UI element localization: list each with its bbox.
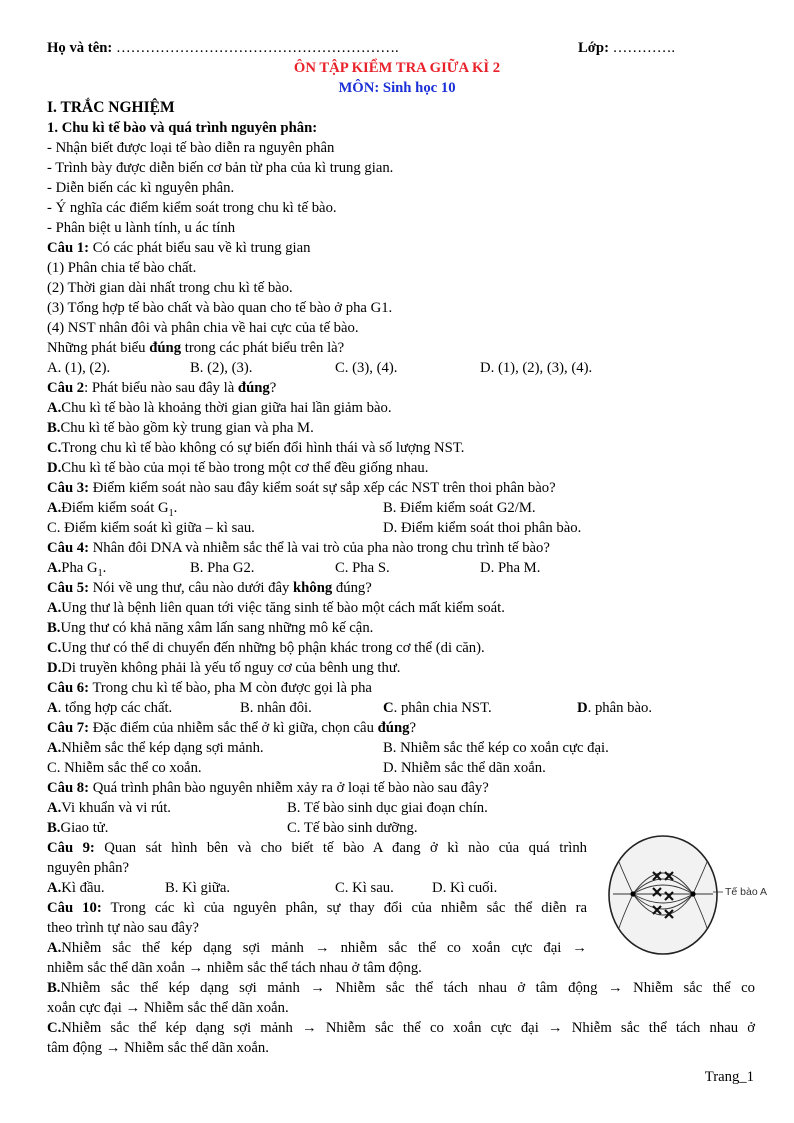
question-text: Trong các kì của nguyên phân, sự thay đổi của nhiễm sắc thể diễn ra — [101, 900, 588, 916]
question-text: Nói về ung thư, câu nào dưới đây — [89, 580, 294, 596]
option-text: . — [102, 560, 107, 576]
option-a[interactable] — [47, 398, 392, 418]
question-text-cont: nguyên phân? — [47, 860, 129, 876]
question-emphasis: đúng — [377, 720, 410, 736]
option-text: Pha G — [61, 560, 98, 576]
option-c[interactable] — [383, 698, 492, 718]
question-number: Câu 2 — [47, 380, 85, 396]
option-letter: B. — [47, 420, 61, 436]
centrosome-right — [690, 891, 695, 896]
class-label: Lớp: — [578, 40, 609, 56]
option-letter: C — [383, 700, 394, 716]
option-text: Điểm kiểm soát G — [61, 500, 169, 516]
option-letter: A — [47, 700, 58, 716]
page-number: Trang_1 — [704, 1069, 754, 1085]
section-heading: I. TRẮC NGHIỆM — [47, 99, 175, 116]
option-b[interactable] — [47, 618, 373, 638]
option-d[interactable]: C. Tế bào sinh dưỡng. — [287, 820, 418, 836]
statement-item: (4) NST nhân đôi và phân chia về hai cực của tế bào. — [47, 320, 359, 336]
option-letter: A. — [47, 400, 62, 416]
question-text: Đặc điểm của nhiễm sắc thể ở kì giữa, chọn câu — [89, 720, 378, 736]
question-5 — [47, 578, 372, 598]
option-text: Chu kì tế bào của mọi tế bào trong một cơ thể đều giống nhau. — [61, 460, 429, 476]
option-a-cont: nhiễm sắc thể dãn xoắn → nhiễm sắc thể tách nhau ở tâm động. — [47, 960, 422, 976]
option-letter: D. — [47, 660, 62, 676]
question-9 — [47, 838, 587, 858]
option-a[interactable] — [47, 598, 505, 618]
question-6 — [47, 678, 372, 698]
option-letter: B. — [47, 820, 61, 836]
subscript: 1 — [97, 567, 103, 579]
option-letter: A. — [47, 740, 62, 756]
question-text: : Phát biểu nào sau đây là — [84, 380, 238, 396]
option-b[interactable]: B. Tế bào sinh dục giai đoạn chín. — [287, 800, 488, 816]
question-text: ? — [409, 720, 416, 736]
question-number: Câu 10: — [47, 900, 102, 916]
option-b[interactable]: B. nhân đôi. — [240, 700, 312, 716]
option-text: . — [173, 500, 178, 516]
name-label: Họ và tên: — [47, 40, 113, 56]
name-dots: …………………………………………………. — [115, 40, 399, 56]
prompt-text: Những phát biểu — [47, 340, 150, 356]
figure-label: Tế bào A — [725, 886, 768, 898]
question-8 — [47, 778, 489, 798]
prompt-text: trong các phát biểu trên là? — [181, 340, 345, 356]
option-letter: A. — [47, 880, 62, 896]
option-d[interactable]: D. Nhiễm sắc thể dãn xoắn. — [383, 760, 546, 776]
option-d[interactable]: D. (1), (2), (3), (4). — [480, 360, 593, 376]
option-d[interactable]: D. Pha M. — [480, 560, 541, 576]
option-a[interactable] — [47, 938, 587, 958]
option-b[interactable]: B. (2), (3). — [190, 360, 253, 376]
option-a[interactable] — [47, 698, 172, 718]
option-b[interactable]: B. Kì giữa. — [165, 880, 231, 896]
option-b[interactable]: B. Pha G2. — [190, 560, 255, 576]
option-text: Giao tử. — [60, 820, 109, 836]
question-1 — [47, 238, 311, 258]
option-text: Ung thư là bệnh liên quan tới việc tăng sinh tế bào một cách mất kiểm soát. — [61, 600, 505, 616]
question-number: Câu 7: — [47, 720, 90, 736]
option-c[interactable]: C. Điểm kiểm soát kì giữa – kì sau. — [47, 520, 255, 536]
question-number: Câu 9: — [47, 840, 95, 856]
option-text: Nhiễm sắc thể kép dạng sợi mảnh → nhiễm sắc thể co xoắn cực đại → — [61, 940, 587, 956]
option-letter: D. — [47, 460, 62, 476]
page-title: ÔN TẬP KIỂM TRA GIỮA KÌ 2 — [293, 60, 501, 76]
option-letter: A. — [47, 940, 62, 956]
option-letter: A. — [47, 560, 62, 576]
question-number: Câu 5: — [47, 580, 90, 596]
option-letter: C. — [47, 440, 62, 456]
objective-item: - Phân biệt u lành tính, u ác tính — [47, 220, 236, 236]
option-d[interactable]: D. Điểm kiểm soát thoi phân bào. — [383, 520, 582, 536]
option-c[interactable] — [47, 638, 485, 658]
option-c[interactable]: C. Nhiễm sắc thể co xoắn. — [47, 760, 202, 776]
question-text: Quá trình phân bào nguyên nhiễm xảy ra ở loại tế bào nào sau đây? — [89, 780, 489, 796]
option-d[interactable] — [47, 458, 428, 478]
option-c[interactable] — [47, 818, 108, 838]
option-text: Kì đầu. — [61, 880, 105, 896]
objective-item: - Diễn biến các kì nguyên phân. — [47, 180, 235, 196]
question-prompt — [47, 338, 344, 358]
option-letter: A. — [47, 500, 62, 516]
objective-item: - Trình bày được diễn biến cơ bản từ pha của kì trung gian. — [47, 160, 394, 176]
option-text: Ung thư có khả năng xâm lấn sang những mô kế cận. — [60, 620, 374, 636]
option-b[interactable] — [47, 418, 314, 438]
option-text: Nhiễm sắc thể kép dạng sợi mảnh → Nhiễm sắc thể co xoắn cực đại → Nhiễm sắc thể tách nhau ở — [61, 1020, 755, 1036]
option-c[interactable] — [47, 1018, 755, 1038]
subject-title: MÔN: Sinh học 10 — [338, 80, 456, 96]
option-a[interactable] — [47, 798, 171, 818]
question-text: Nhân đôi DNA và nhiễm sắc thể là vai trò của pha nào trong chu trình tế bào? — [89, 540, 550, 556]
question-10 — [47, 898, 587, 918]
name-line — [47, 38, 399, 58]
option-text: Trong chu kì tế bào không có sự biến đổi hình thái và số lượng NST. — [61, 440, 465, 456]
option-b[interactable]: B. Điểm kiểm soát G2/M. — [383, 500, 536, 516]
statement-item: (2) Thời gian dài nhất trong chu kì tế bào. — [47, 280, 293, 296]
option-a[interactable] — [47, 878, 105, 898]
question-3 — [47, 478, 556, 498]
objective-item: - Nhận biết được loại tế bào diễn ra nguyên phân — [47, 140, 335, 156]
option-b-cont: xoắn cực đại → Nhiễm sắc thể dãn xoắn. — [47, 1000, 289, 1016]
question-text: đúng? — [332, 580, 372, 596]
cell-membrane — [609, 836, 717, 954]
option-c[interactable]: C. (3), (4). — [335, 360, 398, 376]
option-c[interactable]: C. Kì sau. — [335, 880, 394, 896]
option-text: . tổng hợp các chất. — [57, 700, 173, 716]
question-number: Câu 4: — [47, 540, 90, 556]
question-4 — [47, 538, 550, 558]
option-a[interactable] — [47, 738, 264, 758]
option-c[interactable]: C. Pha S. — [335, 560, 390, 576]
option-letter: C. — [47, 640, 62, 656]
option-letter: A. — [47, 800, 62, 816]
option-letter: D — [577, 700, 588, 716]
question-number: Câu 6: — [47, 680, 90, 696]
objective-item: - Ý nghĩa các điểm kiểm soát trong chu kì tế bào. — [47, 200, 337, 216]
option-d[interactable]: D. Kì cuối. — [432, 880, 498, 896]
option-text: Vi khuẩn và vi rút. — [61, 800, 171, 816]
option-d[interactable] — [577, 698, 652, 718]
question-text-cont: theo trình tự nào sau đây? — [47, 920, 199, 936]
option-c[interactable] — [47, 438, 464, 458]
question-7 — [47, 718, 416, 738]
option-text: Nhiễm sắc thể kép dạng sợi mảnh → Nhiễm sắc thể tách nhau ở tâm động → Nhiễm sắc thể co — [60, 980, 755, 996]
question-2 — [47, 378, 276, 398]
option-text: . phân bào. — [587, 700, 653, 716]
option-b[interactable]: B. Nhiễm sắc thể kép co xoắn cực đại. — [383, 740, 609, 756]
option-letter: B. — [47, 620, 61, 636]
option-d[interactable] — [47, 658, 400, 678]
question-text: Trong chu kì tế bào, pha M còn được gọi là pha — [89, 680, 372, 696]
question-text: Quan sát hình bên và cho biết tế bào A đang ở kì nào của quá trình — [94, 840, 588, 856]
question-text: Điểm kiểm soát nào sau đây kiểm soát sự sắp xếp các NST trên thoi phân bào? — [89, 480, 556, 496]
option-b[interactable] — [47, 978, 755, 998]
question-emphasis: đúng — [237, 380, 270, 396]
statement-item: (1) Phân chia tế bào chất. — [47, 260, 197, 276]
centrosome-left — [630, 891, 635, 896]
option-text: Ung thư có thể di chuyển đến những bộ phận khác trong cơ thể (di căn). — [61, 640, 485, 656]
class-dots: …………. — [612, 40, 676, 56]
question-emphasis: không — [293, 580, 333, 596]
option-c-cont: tâm động → Nhiễm sắc thể dãn xoắn. — [47, 1040, 269, 1056]
question-number: Câu 1: — [47, 240, 90, 256]
option-letter: A. — [47, 600, 62, 616]
option-letter: C. — [47, 1020, 62, 1036]
option-text: . phân chia NST. — [393, 700, 492, 716]
option-a[interactable]: A. (1), (2). — [47, 360, 111, 376]
option-text: Chu kì tế bào là khoảng thời gian giữa hai lần giảm bào. — [61, 400, 392, 416]
question-number: Câu 8: — [47, 780, 90, 796]
question-text: ? — [269, 380, 277, 396]
class-line — [578, 38, 675, 58]
option-text: Di truyền không phải là yếu tố nguy cơ của bênh ung thư. — [61, 660, 401, 676]
option-text: Nhiễm sắc thể kép dạng sợi mảnh. — [61, 740, 264, 756]
subscript: 1 — [168, 507, 174, 519]
prompt-emphasis: đúng — [149, 340, 182, 356]
question-text: Có các phát biểu sau về kì trung gian — [89, 240, 311, 256]
cell-figure — [605, 832, 785, 962]
question-number: Câu 3: — [47, 480, 90, 496]
statement-item: (3) Tổng hợp tế bào chất và bào quan cho tế bào ở pha G1. — [47, 300, 393, 316]
option-text: Chu kì tế bào gồm kỳ trung gian và pha M. — [60, 420, 314, 436]
topic-heading: 1. Chu kì tế bào và quá trình nguyên phân: — [47, 120, 318, 136]
option-letter: B. — [47, 980, 61, 996]
